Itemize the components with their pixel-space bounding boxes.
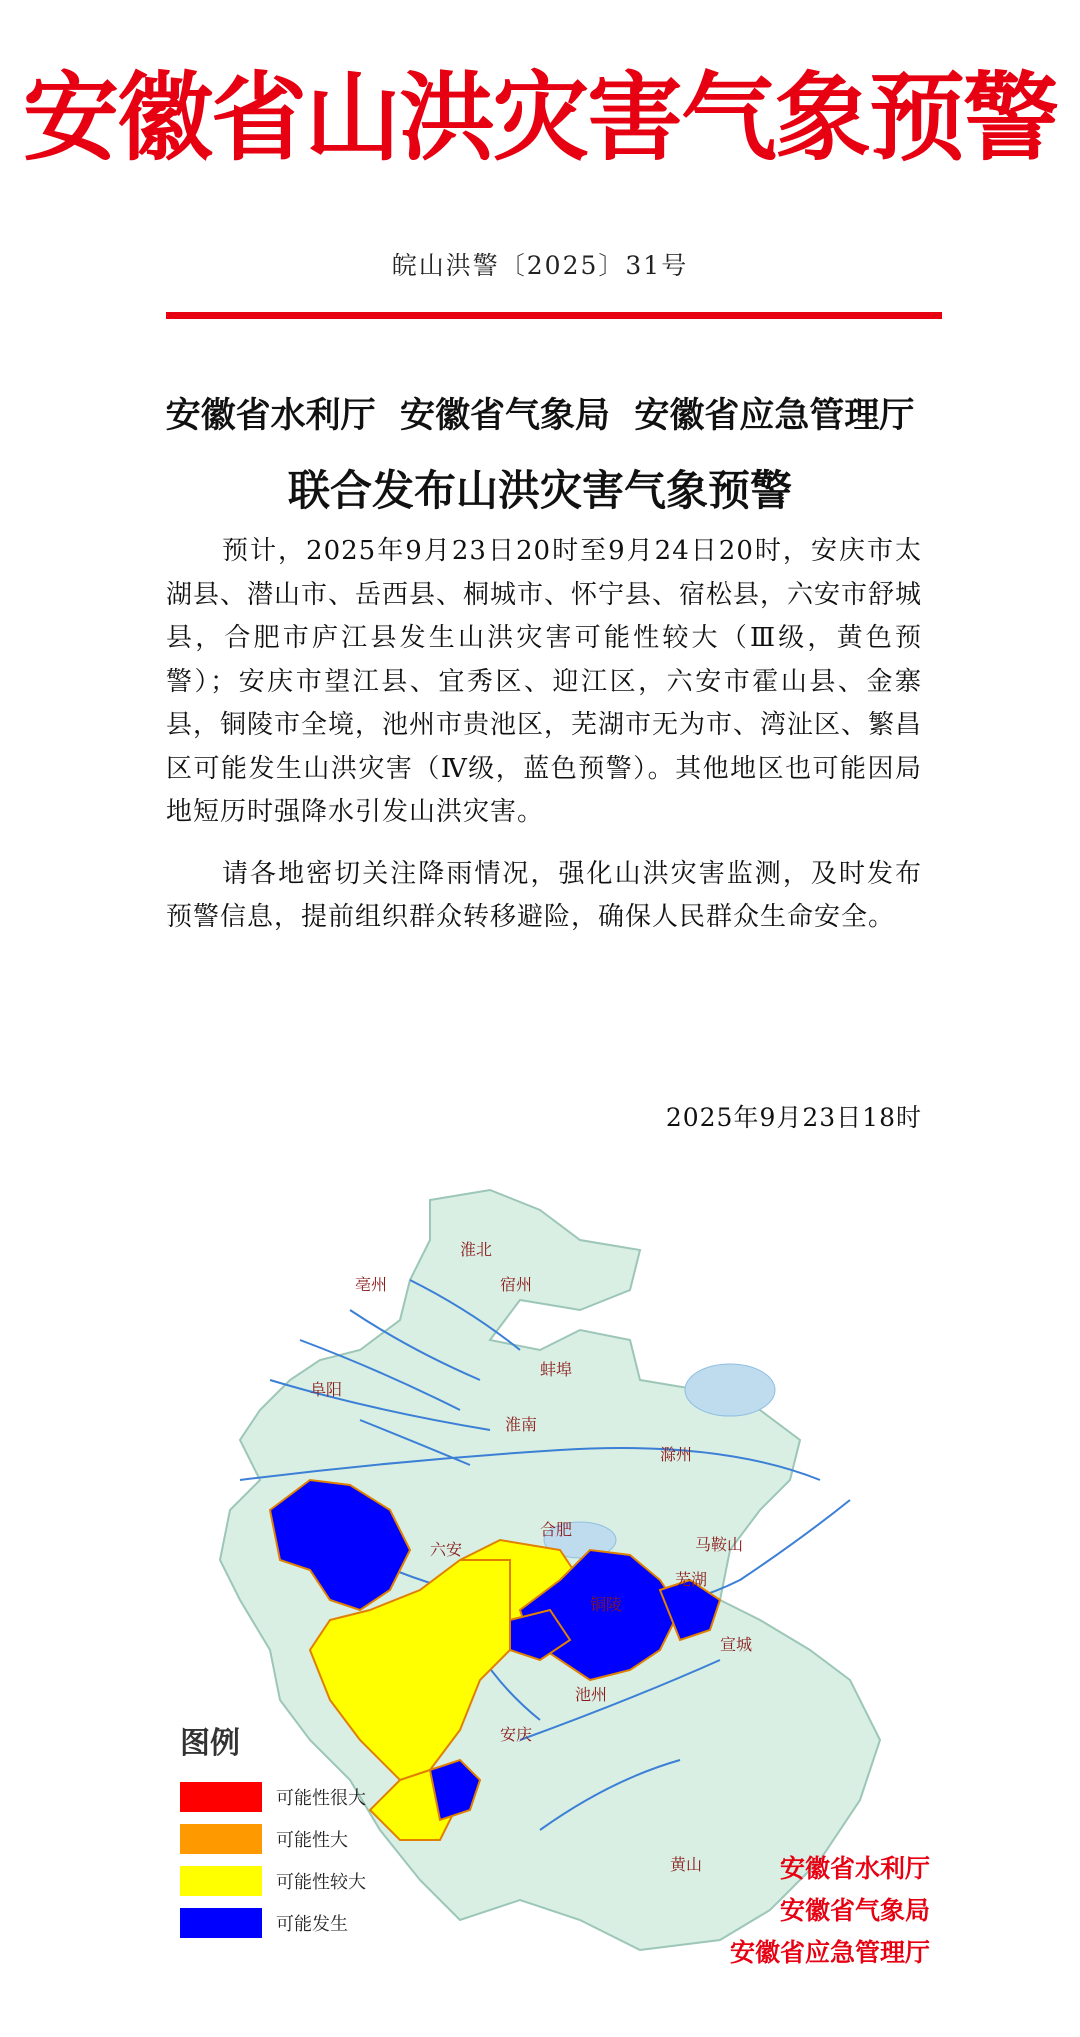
legend-item (180, 1818, 366, 1860)
legend-label: 可能发生 (276, 1914, 348, 1935)
legend-label: 可能性较大 (276, 1872, 366, 1893)
body-paragraph: 请各地密切关注降雨情况，强化山洪灾害监测，及时发布预警信息，提前组织群众转移避险，确保人民群众生命安全。 (166, 858, 922, 932)
legend-label: 可能性很大 (276, 1788, 366, 1809)
masthead-divider (166, 312, 942, 319)
city-label-fuyang: 阜阳 (310, 1380, 343, 1399)
city-label-bozhou: 亳州 (355, 1275, 388, 1294)
map-legend (180, 1718, 366, 1944)
issue-time: 2025年9月23日18时 (665, 1103, 922, 1132)
legend-swatch (180, 1908, 262, 1938)
legend-title: 图例 (180, 1726, 240, 1761)
signoff-agency: 安徽省水利厅 (779, 1854, 930, 1883)
city-label-luan: 六安 (430, 1540, 463, 1559)
lake-hongze (685, 1364, 775, 1416)
document-masthead-title: 安徽省山洪灾害气象预警 (23, 61, 1057, 174)
city-label-huangshan: 黄山 (670, 1855, 703, 1874)
legend-label: 可能性大 (276, 1830, 348, 1851)
city-label-wuhu: 芜湖 (675, 1570, 708, 1589)
document-number: 皖山洪警〔2025〕31号 (391, 251, 689, 280)
signoff-agencies (730, 1848, 930, 1974)
document-headline: 联合发布山洪灾害气象预警 (287, 466, 792, 515)
legend-swatch (180, 1866, 262, 1896)
city-label-anqing: 安庆 (500, 1725, 533, 1744)
city-label-suzhou: 宿州 (500, 1275, 533, 1294)
city-label-chuzhou: 滁州 (660, 1445, 693, 1464)
document-body (166, 530, 922, 958)
legend-item (180, 1902, 366, 1944)
body-paragraph: 预计，2025年9月23日20时至9月24日20时，安庆市太湖县、潜山市、岳西县、桐城市、怀宁县、宿松县，六安市舒城县，合肥市庐江县发生山洪灾害可能性较大（Ⅲ级，黄色预警）；安庆市望江县、宜秀区、迎江区，六安市霍山县、金寨县，铜陵市全境，池州市贵池区，芜湖市无为市、湾沚区、繁昌区可能发生山洪灾害（Ⅳ级，蓝色预警）。其他地区也可能因局地短历时强降水引发山洪灾害。 (166, 536, 923, 827)
city-label-xuancheng: 宣城 (720, 1635, 753, 1654)
city-label-chizhou: 池州 (575, 1685, 608, 1704)
city-label-huainan: 淮南 (505, 1415, 538, 1434)
city-label-hefei: 合肥 (540, 1520, 573, 1539)
city-label-tongling: 铜陵 (590, 1595, 623, 1614)
legend-swatch (180, 1824, 262, 1854)
issuing-agencies: 安徽省水利厅 安徽省气象局 安徽省应急管理厅 (165, 396, 915, 436)
signoff-agency: 安徽省应急管理厅 (729, 1938, 930, 1967)
legend-item (180, 1860, 366, 1902)
legend-swatch (180, 1782, 262, 1812)
city-label-maanshan: 马鞍山 (695, 1535, 744, 1554)
signoff-agency: 安徽省气象局 (779, 1896, 930, 1925)
legend-item (180, 1776, 366, 1818)
city-label-huaibei: 淮北 (460, 1240, 493, 1259)
city-label-bengbu: 蚌埠 (540, 1360, 573, 1379)
